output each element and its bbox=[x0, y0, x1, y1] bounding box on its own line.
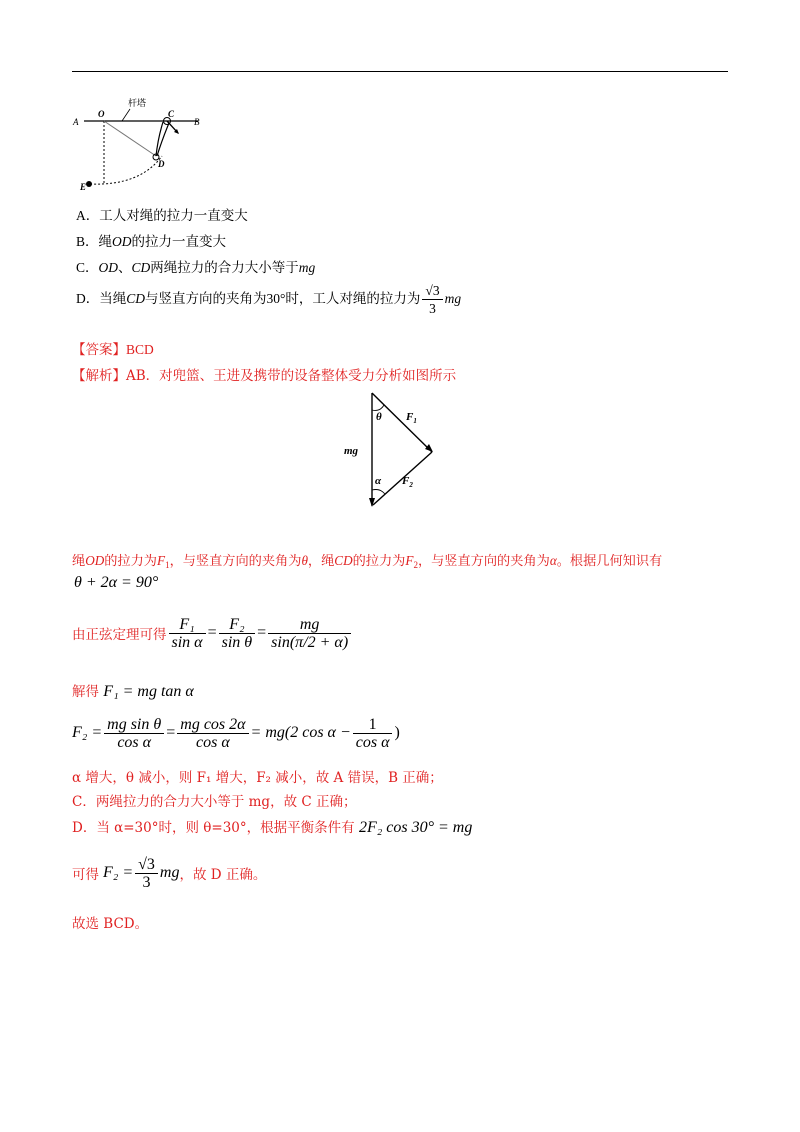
label-pole: 杆塔 bbox=[128, 98, 147, 108]
solution-line-conclusion-ab: α 增大，θ 减小，则 F₁ 增大，F₂ 减小，故 A 错误，B 正确； bbox=[72, 770, 443, 786]
solution-line-result: 可得 F₂ = $\frac{√3}{3}$ mg ，故 D 正确。 bbox=[72, 855, 267, 891]
label-A: A bbox=[73, 117, 79, 127]
label-D: D bbox=[158, 159, 165, 169]
header-rule bbox=[72, 71, 728, 72]
pole-diagram bbox=[70, 94, 210, 194]
label-theta: θ bbox=[376, 411, 382, 423]
solution-line-F1: 解得 F₁ = mg tan α bbox=[72, 683, 194, 700]
option-a: A．工人对绳的拉力一直变大 bbox=[76, 208, 248, 224]
label-B: B bbox=[194, 117, 200, 127]
solution-line-F2: F₂ = $\frac{\text{mg sin θ}}{\text{cos α}}$ = $\frac{\text{mg cos 2α}}{\text{cos α}}$ = mg(2 cos α − $\frac{1}{\text{cos α}}$ ) bbox=[72, 715, 400, 751]
solution-line-sine-rule: 由正弦定理可得 $\frac{\text{F₁}}{\text{sin α}}$ = $\frac{\text{F₂}}{\text{sin θ}}$ = $\frac{mg}{\sin(\pi/2 + \alpha)}$ bbox=[72, 604, 353, 662]
label-mg: mg bbox=[344, 445, 359, 457]
option-c: C．OD、CD两绳拉力的合力大小等于mg bbox=[76, 260, 316, 276]
solution-line-1: 绳OD的拉力为$F_1$，与竖直方向的夹角为θ，绳CD的拉力为$F_2$，与竖直方向的夹角为α。根据几何知识有 bbox=[72, 553, 663, 570]
label-F2: $F_2$ bbox=[402, 475, 413, 489]
solution-line-d: D．当 α=30°时，则 θ=30°，根据平衡条件有 2F₂ cos 30° = mg bbox=[72, 819, 473, 836]
label-C: C bbox=[168, 109, 175, 119]
option-b: B．绳OD的拉力一直变大 bbox=[76, 234, 227, 250]
equation-angle-sum: θ + 2α = 90° bbox=[74, 574, 159, 591]
label-F1: $F_1$ bbox=[406, 411, 417, 425]
final-choice: 故选 BCD。 bbox=[72, 916, 149, 932]
answer: 【答案】BCD bbox=[72, 342, 154, 358]
label-alpha: α bbox=[375, 475, 382, 487]
label-O: O bbox=[98, 109, 105, 119]
solution-line-c: C．两绳拉力的合力大小等于 mg，故 C 正确； bbox=[72, 794, 357, 810]
force-triangle-diagram bbox=[336, 388, 446, 514]
analysis-intro: 【解析】AB．对兜篮、王进及携带的设备整体受力分析如图所示 bbox=[72, 368, 457, 384]
label-E: E bbox=[80, 182, 87, 192]
option-d: D．当绳CD与竖直方向的夹角为30°时，工人对绳的拉力为 $\frac{√3}{3}$ mg bbox=[76, 283, 462, 316]
fraction-sqrt3-over-3: $\frac{√3}{3}$ bbox=[422, 282, 442, 317]
